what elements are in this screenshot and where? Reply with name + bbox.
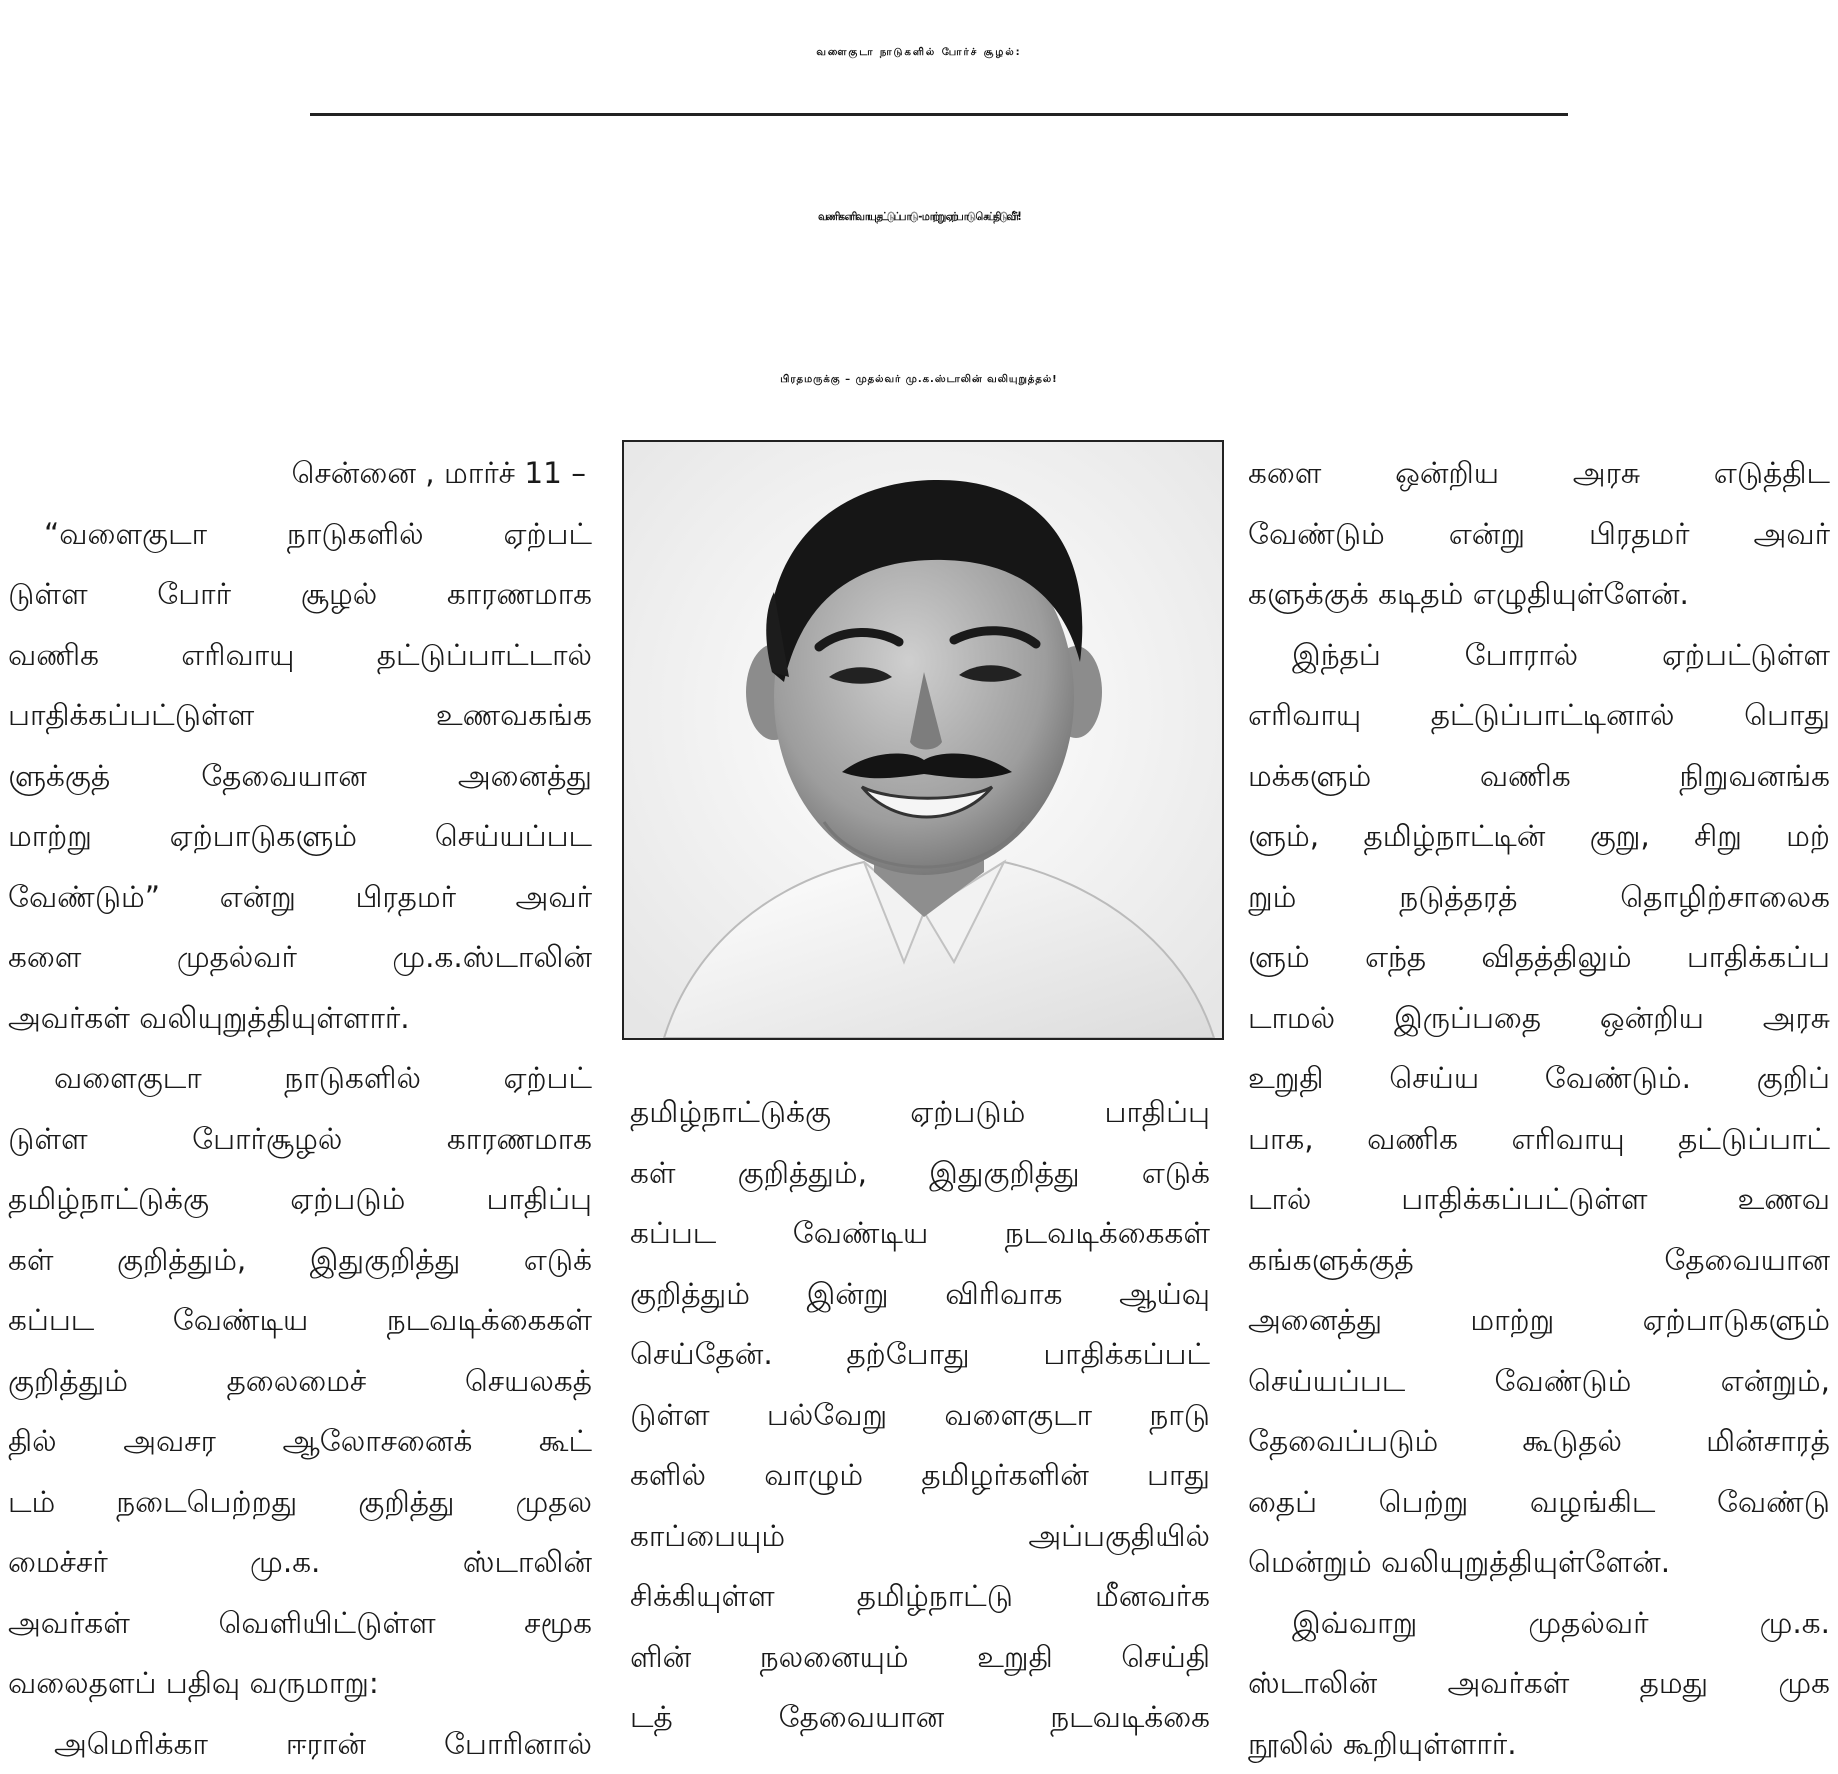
text-line: தமிழ்நாட்டுக்கு ஏற்படும் பாதிப்பு bbox=[630, 1082, 1210, 1143]
text-line: டத் தேவையான நடவடிக்கை bbox=[630, 1687, 1210, 1748]
text-line: கள் குறித்தும், இதுகுறித்து எடுக் bbox=[8, 1230, 592, 1291]
text-line: மென்றும் வலியுறுத்தியுள்ளேன். bbox=[1248, 1532, 1830, 1593]
text-line: கங்களுக்குத் தேவையான bbox=[1248, 1230, 1830, 1291]
text-line: களுக்குக் கடிதம் எழுதியுள்ளேன். bbox=[1248, 564, 1830, 625]
text-line: ஸ்டாலின் அவர்கள் தமது முக bbox=[1248, 1653, 1830, 1714]
text-line: தேவைப்படும் கூடுதல் மின்சாரத் bbox=[1248, 1411, 1830, 1472]
text-line: அனைத்து மாற்று ஏற்பாடுகளும் bbox=[1248, 1290, 1830, 1351]
text-line: றும் நடுத்தரத் தொழிற்சாலைக bbox=[1248, 867, 1830, 928]
text-line: டுள்ள போர்சூழல் காரணமாக bbox=[8, 1109, 592, 1170]
text-line: டாமல் இருப்பதை ஒன்றிய அரசு bbox=[1248, 988, 1830, 1049]
text-line: களில் வாழும் தமிழர்களின் பாது bbox=[630, 1445, 1210, 1506]
text-line: காப்பையும் அப்பகுதியில் bbox=[630, 1506, 1210, 1567]
text-line: மைச்சர் மு.க. ஸ்டாலின் bbox=[8, 1532, 592, 1593]
text-line: இவ்வாறு முதல்வர் மு.க. bbox=[1248, 1593, 1830, 1654]
dateline: சென்னை , மார்ச் 11 – bbox=[8, 443, 592, 504]
text-line: தமிழ்நாட்டுக்கு ஏற்படும் பாதிப்பு bbox=[8, 1169, 592, 1230]
sub-headline: பிரதமருக்கு – முதல்வர் மு.க.ஸ்டாலின் வலியுறுத்தல்! bbox=[0, 335, 1838, 425]
text-line: சிக்கியுள்ள தமிழ்நாட்டு மீனவர்க bbox=[630, 1566, 1210, 1627]
article-column-left bbox=[8, 443, 592, 1774]
text-line: உறுதி செய்ய வேண்டும். குறிப் bbox=[1248, 1048, 1830, 1109]
text-line: வளைகுடா நாடுகளில் ஏற்பட் bbox=[8, 1048, 592, 1109]
text-line: டுள்ள போர் சூழல் காரணமாக bbox=[8, 564, 592, 625]
text-line: செய்யப்பட வேண்டும் என்றும், bbox=[1248, 1351, 1830, 1412]
text-line: வேண்டும் என்று பிரதமர் அவர் bbox=[1248, 504, 1830, 565]
portrait-photo bbox=[622, 440, 1224, 1040]
text-line: குறித்தும் தலைமைச் செயலகத் bbox=[8, 1351, 592, 1412]
text-line: மாற்று ஏற்பாடுகளும் செய்யப்பட bbox=[8, 806, 592, 867]
text-line: பாக, வணிக எரிவாயு தட்டுப்பாட் bbox=[1248, 1109, 1830, 1170]
text-line: டம் நடைபெற்றது குறித்து முதல bbox=[8, 1472, 592, 1533]
text-line: களை முதல்வர் மு.க.ஸ்டாலின் bbox=[8, 927, 592, 988]
text-line: அவர்கள் வெளியிட்டுள்ள சமூக bbox=[8, 1593, 592, 1654]
text-line: கள் குறித்தும், இதுகுறித்து எடுக் bbox=[630, 1143, 1210, 1204]
text-line: வணிக எரிவாயு தட்டுப்பாட்டால் bbox=[8, 625, 592, 686]
text-line: “வளைகுடா நாடுகளில் ஏற்பட் bbox=[8, 504, 592, 565]
text-line: குறித்தும் இன்று விரிவாக ஆய்வு bbox=[630, 1264, 1210, 1325]
text-line: ளுக்குத் தேவையான அனைத்து bbox=[8, 746, 592, 807]
portrait-illustration bbox=[624, 442, 1222, 1038]
text-line: வேண்டும்” என்று பிரதமர் அவர் bbox=[8, 867, 592, 928]
text-line: தைப் பெற்று வழங்கிட வேண்டு bbox=[1248, 1472, 1830, 1533]
text-line: மக்களும் வணிக நிறுவனங்க bbox=[1248, 746, 1830, 807]
text-line: தில் அவசர ஆலோசனைக் கூட் bbox=[8, 1411, 592, 1472]
text-line: இந்தப் போரால் ஏற்பட்டுள்ள bbox=[1248, 625, 1830, 686]
text-line: செய்தேன். தற்போது பாதிக்கப்பட் bbox=[630, 1324, 1210, 1385]
text-line: ளும், தமிழ்நாட்டின் குறு, சிறு மற் bbox=[1248, 806, 1830, 867]
text-line: எரிவாயு தட்டுப்பாட்டினால் பொது bbox=[1248, 685, 1830, 746]
text-line: டுள்ள பல்வேறு வளைகுடா நாடு bbox=[630, 1385, 1210, 1446]
kicker-headline: வளைகுடா நாடுகளில் போர்ச் சூழல்: bbox=[0, 8, 1838, 98]
text-line: ளின் நலனையும் உறுதி செய்தி bbox=[630, 1627, 1210, 1688]
text-line: டால் பாதிக்கப்பட்டுள்ள உணவ bbox=[1248, 1169, 1830, 1230]
text-line: நூலில் கூறியுள்ளார். bbox=[1248, 1714, 1830, 1774]
text-line: வலைதளப் பதிவு வருமாறு: bbox=[8, 1653, 592, 1714]
kicker-underline bbox=[310, 113, 1568, 116]
article-column-middle bbox=[630, 1082, 1210, 1748]
article-column-right bbox=[1248, 443, 1830, 1774]
text-line: கப்பட வேண்டிய நடவடிக்கைகள் bbox=[8, 1290, 592, 1351]
text-line: கப்பட வேண்டிய நடவடிக்கைகள் bbox=[630, 1203, 1210, 1264]
text-line: களை ஒன்றிய அரசு எடுத்திட bbox=[1248, 443, 1830, 504]
text-line: பாதிக்கப்பட்டுள்ள உணவகங்க bbox=[8, 685, 592, 746]
main-headline: வணிக எரிவாயு தட்டுப்பாடு - மாற்று ஏற்பாடு செய்திடுவீர்! bbox=[0, 140, 1838, 297]
text-line: ளும் எந்த விதத்திலும் பாதிக்கப்ப bbox=[1248, 927, 1830, 988]
text-line: அமெரிக்கா ஈரான் போரினால் bbox=[8, 1714, 592, 1774]
text-line: அவர்கள் வலியுறுத்தியுள்ளார். bbox=[8, 988, 592, 1049]
